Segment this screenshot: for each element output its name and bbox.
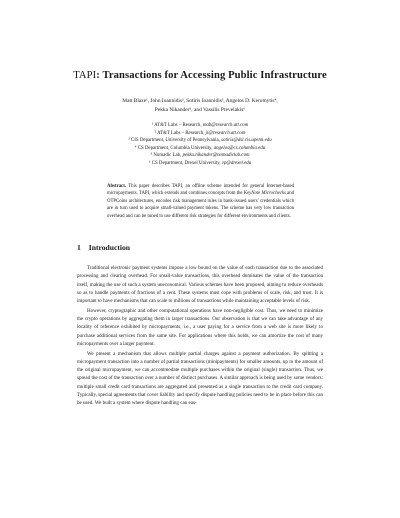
affiliation: ⁵ Nomadic Lab, pekka.nikander@nomadiclab.com [150, 153, 250, 159]
body-text [77, 264, 323, 409]
paper-title [0, 70, 400, 81]
affiliation: ⁴ CS Department, Columbia University, angelos@cs.columbia.edu [134, 145, 266, 151]
affiliation-list [60, 122, 340, 168]
affiliation: ⁶ CS Department, Drexel University, vp@drexel.edu [148, 160, 252, 166]
author-line: Matt Blaze¹, John Ioannidis², Sotiris Ioannidis³, Angelos D. Keromytis⁴, [122, 98, 278, 104]
paragraph: We present a mechanism that allows multiple partial charges against a payment authorization. By splitting a micropayment transaction into a number of partial transactions (minipayments) for smaller amounts, up to the amount of the original micropayment, we can accommodate multiple purchases within the original (single) transaction. Thus, we spread the cost of the transaction over a number of distinct purchases. A similar approach is being used by some vendors: multiple small credit card transactions are aggregated and presented as a single transaction to the credit card company. Typically, special agreements that cover liability and specify dispute handling policies need to be in place before this can be used. We built a system where dispute handling can eas- [77, 350, 323, 406]
section-heading [77, 243, 130, 252]
author-email: ji@research.att.com [205, 130, 246, 136]
author-email: mab@research.att.com [202, 123, 249, 128]
paragraph: Traditional electronic payment systems impose a low bound on the value of each transaction due to the associated processing and clearing overhead. For small-value transactions, this overhead dominates the value of the transaction itself, making the use of such a system uneconomical. Various schemes have been proposed, aiming to reduce overheads so as to handle payments of fractions of a cent. These systems must cope with problems of scale, risk, and trust. It is important to have mechanisms that can scale to millions of transactions while maintaining acceptable levels of risk. [77, 265, 323, 304]
abstract-emphasis: KeyNote Microchecks [243, 191, 286, 197]
section-number: 1 [77, 243, 81, 252]
author-email: sotiris@dsl.cis.upenn.edu [221, 138, 272, 144]
title-acronym: TAPI [73, 70, 97, 81]
abstract-text: This paper describes TAPI, an offline scheme intended for general Internet-based micropayments. TAPI, which extends and combines concepts from the [107, 184, 294, 197]
affiliation: ³ CIS Department, University of Pennsylvania, sotiris@dsl.cis.upenn.edu [128, 138, 272, 144]
section-title: Introduction [88, 243, 131, 252]
title-text: : Transactions for Accessing Public Infrastructure [96, 70, 327, 81]
author-line: Pekka Nikander⁵, and Vassilis Prevelakis⁶ [154, 106, 246, 113]
affiliation: ¹ AT&T Labs – Research, mab@research.att.com [151, 123, 249, 128]
author-email: pekka.nikander@nomadiclab.com [182, 153, 250, 159]
abstract [107, 183, 294, 220]
author-email: angelos@cs.columbia.edu [213, 145, 266, 151]
abstract-text: and OTPCoins architectures, encodes risk management rules in bank-issued users' credentials which are in turn used to acquire small-valued payment tokens. The scheme has very low transaction overhead and can be tuned to use different risk strategies for different environments and clients. [107, 191, 294, 219]
abstract-label: Abstract. [107, 184, 127, 189]
author-list [60, 97, 340, 114]
affiliation: ² AT&T Labs – Research, ji@research.att.com [154, 130, 246, 136]
author-email: vp@drexel.edu [221, 160, 252, 166]
paragraph: However, cryptographic and other computational operations have non-negligible cost. Thus, we need to minimize the crypto operations by aggregating them in larger transactions. Our observation is that we can take advantage of any locality of reference exhibited by micropayments, i.e., a user paying for a service from a web site is more likely to purchase additional services from the same site. For applications where this holds, we can amortize the cost of many micropayments over a larger payment. [77, 307, 323, 347]
